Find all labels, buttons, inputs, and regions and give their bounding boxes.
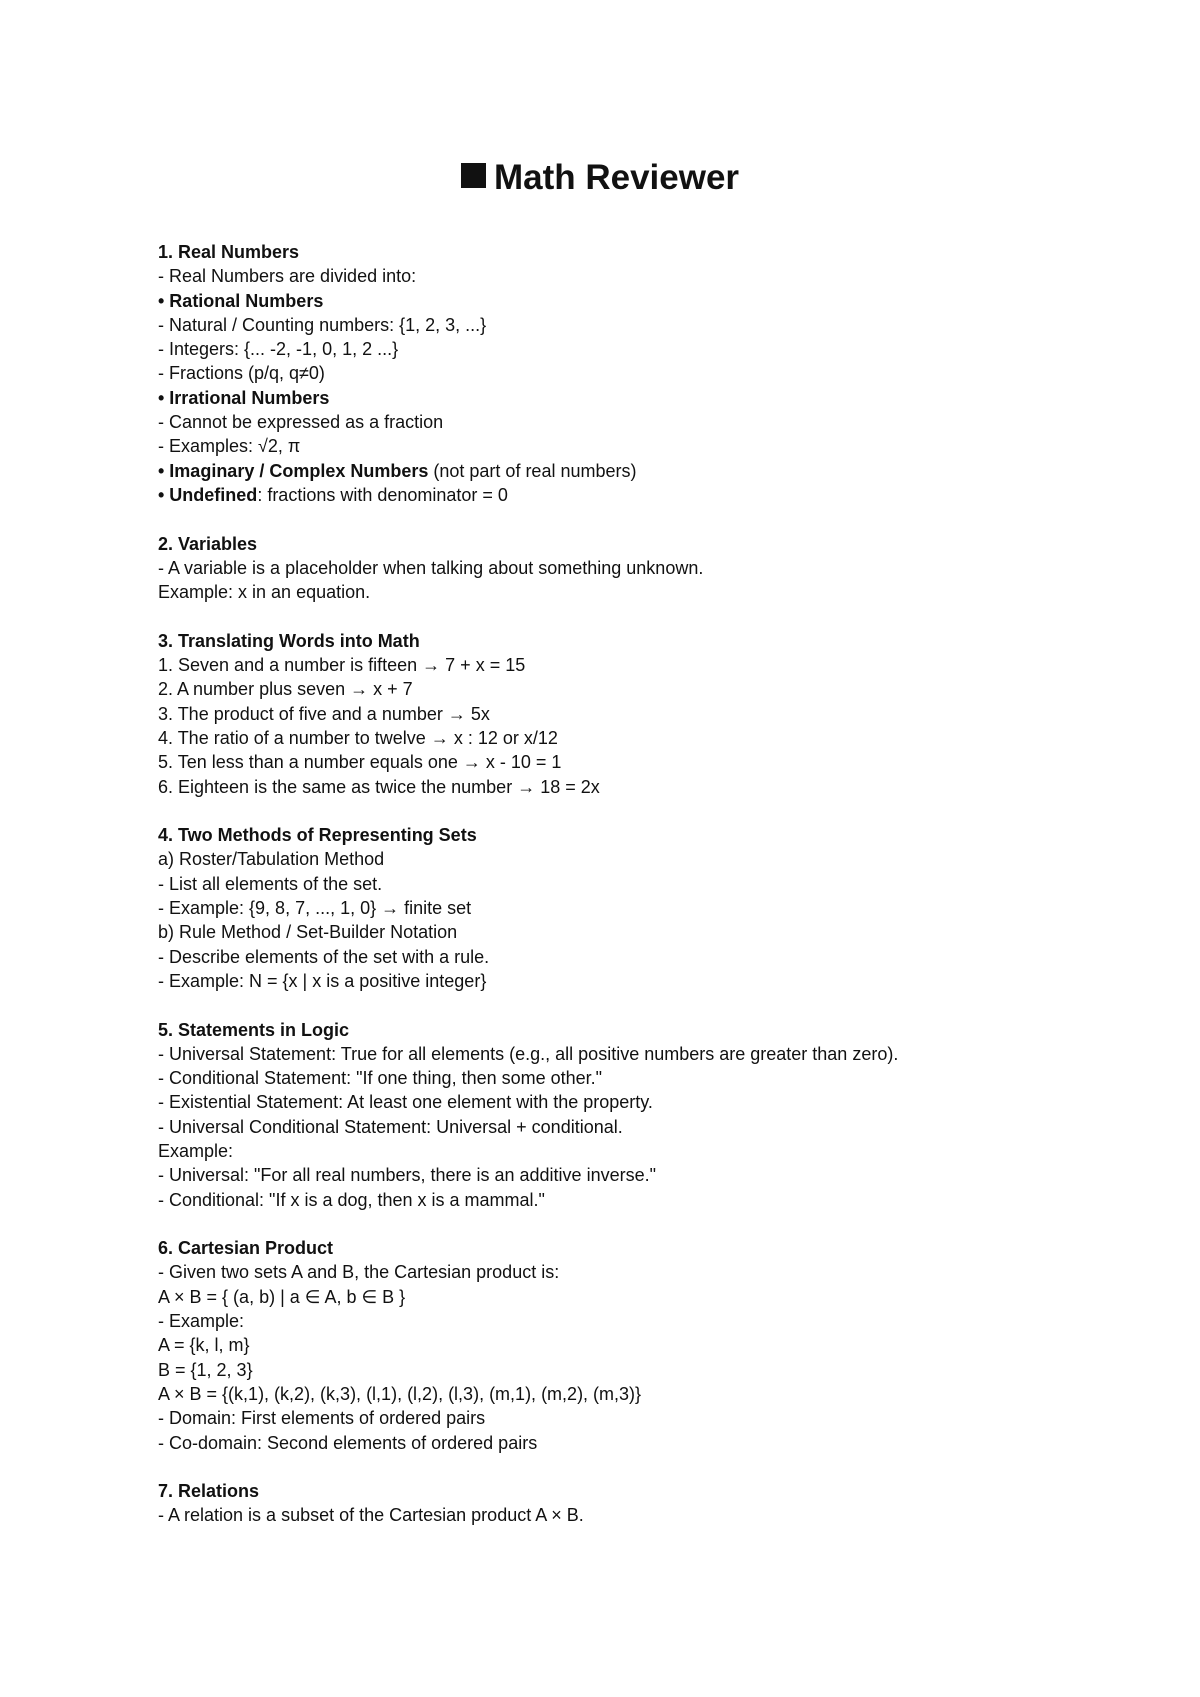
text-line: - Natural / Counting numbers: {1, 2, 3, ...}	[158, 314, 487, 335]
subheading-rational: • Rational Numbers	[158, 290, 324, 311]
list-item: - Example:	[158, 1311, 245, 1332]
list-item: 1. Seven and a number is fifteen → 7 + x = 15	[158, 655, 526, 676]
list-item: 5. Ten less than a number equals one → x - 10 = 1	[158, 752, 562, 773]
section-heading: 3. Translating Words into Math	[158, 630, 420, 651]
list-item: 6. Eighteen is the same as twice the number → 18 = 2x	[158, 776, 600, 797]
list-item: - Existential Statement: At least one element with the property.	[158, 1092, 653, 1113]
square-bullet-icon	[461, 163, 486, 188]
undefined-line	[158, 483, 1118, 507]
section-heading: 4. Two Methods of Representing Sets	[158, 825, 477, 846]
list-item: - Universal Conditional Statement: Universal + conditional.	[158, 1116, 623, 1137]
text-line: - Cannot be expressed as a fraction	[158, 412, 444, 433]
imaginary-line	[158, 459, 1118, 483]
section-sets	[158, 823, 1118, 993]
section-real-numbers	[158, 240, 1118, 507]
section-heading: 1. Real Numbers	[158, 242, 300, 262]
section-heading: 2. Variables	[158, 533, 258, 554]
page-title	[0, 158, 1200, 198]
section-logic	[158, 1018, 1118, 1212]
list-item: A × B = {(k,1), (k,2), (k,3), (l,1), (l,2), (l,3), (m,1), (m,2), (m,3)}	[158, 1383, 642, 1404]
list-item: a) Roster/Tabulation Method	[158, 849, 385, 870]
list-item: - Domain: First elements of ordered pairs	[158, 1408, 486, 1429]
section-heading: 5. Statements in Logic	[158, 1019, 350, 1040]
page-title-text: Math Reviewer	[493, 158, 740, 197]
list-item: Example:	[158, 1140, 234, 1161]
text-line: Example: x in an equation.	[158, 582, 371, 603]
undefined-label: • Undefined	[158, 484, 258, 505]
text-line: - Fractions (p/q, q≠0)	[158, 363, 325, 384]
list-item: - Given two sets A and B, the Cartesian product is:	[158, 1262, 560, 1283]
section-translating	[158, 629, 1118, 799]
list-item: - Conditional: "If x is a dog, then x is a mammal."	[158, 1189, 545, 1210]
list-item: - Example: N = {x | x is a positive integer}	[158, 970, 487, 991]
list-item: b) Rule Method / Set-Builder Notation	[158, 922, 458, 943]
text-line: - Real Numbers are divided into:	[158, 266, 417, 287]
text-line: - Examples: √2, π	[158, 436, 301, 457]
subheading-irrational: • Irrational Numbers	[158, 387, 330, 408]
list-item: - Universal Statement: True for all elements (e.g., all positive numbers are greater than zero).	[158, 1043, 899, 1064]
section-relations	[158, 1479, 1118, 1528]
section-variables	[158, 532, 1118, 605]
list-item: B = {1, 2, 3}	[158, 1359, 253, 1380]
list-item: - Co-domain: Second elements of ordered pairs	[158, 1432, 538, 1453]
text-line: - A variable is a placeholder when talking about something unknown.	[158, 557, 704, 578]
imaginary-note: (not part of real numbers)	[428, 460, 637, 481]
undefined-note: : fractions with denominator = 0	[257, 484, 508, 505]
list-item: A × B = { (a, b) | a ∈ A, b ∈ B }	[158, 1286, 406, 1307]
section-heading: 6. Cartesian Product	[158, 1238, 334, 1259]
list-item: - Example: {9, 8, 7, ..., 1, 0} → finite set	[158, 898, 472, 919]
list-item: A = {k, l, m}	[158, 1335, 250, 1356]
list-item: 4. The ratio of a number to twelve → x : 12 or x/12	[158, 727, 558, 748]
text-line: - Integers: {... -2, -1, 0, 1, 2 ...}	[158, 339, 399, 360]
section-heading: 7. Relations	[158, 1481, 260, 1502]
list-item: 3. The product of five and a number → 5x	[158, 703, 490, 724]
list-item: - Describe elements of the set with a rule.	[158, 946, 490, 967]
list-item: - List all elements of the set.	[158, 873, 383, 894]
document-content	[158, 240, 1118, 1552]
imaginary-label: • Imaginary / Complex Numbers	[158, 460, 429, 481]
text-line: - A relation is a subset of the Cartesian product A × B.	[158, 1505, 584, 1526]
list-item: - Universal: "For all real numbers, there is an additive inverse."	[158, 1165, 656, 1186]
list-item: - Conditional Statement: "If one thing, then some other."	[158, 1068, 603, 1089]
list-item: 2. A number plus seven → x + 7	[158, 679, 413, 700]
section-cartesian	[158, 1236, 1118, 1455]
